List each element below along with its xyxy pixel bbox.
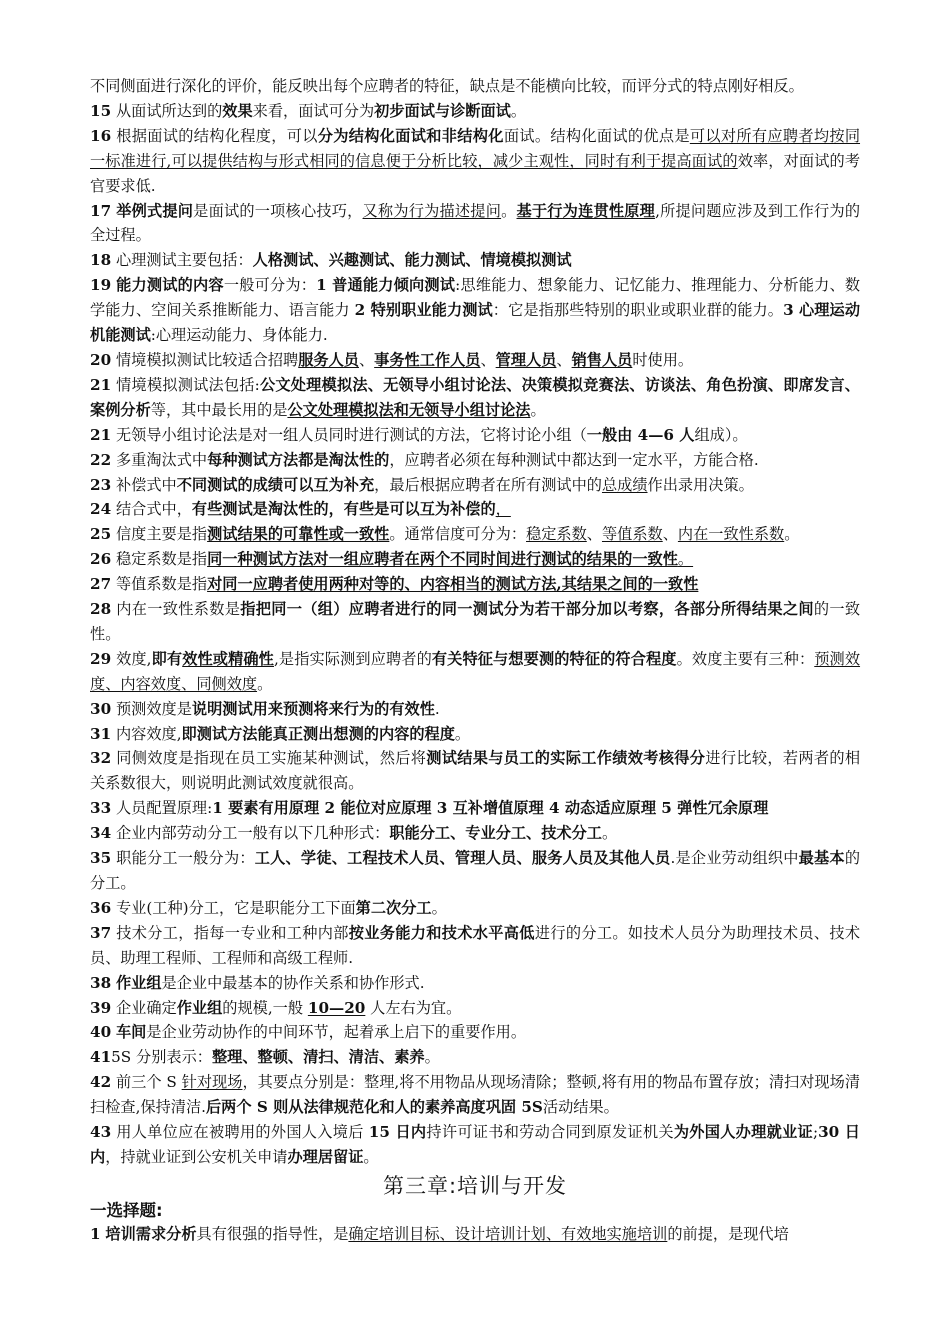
- paragraph: [90, 896, 860, 921]
- text-run: 39: [90, 998, 112, 1017]
- text-run: 、: [358, 350, 375, 369]
- text-run: 、: [480, 350, 496, 369]
- text-run: 人员配置原理:: [111, 799, 213, 818]
- text-run: 、: [662, 525, 678, 544]
- text-run: 作出录用决策。: [647, 475, 754, 494]
- text-run: 27: [90, 575, 112, 594]
- text-run: 。: [424, 1048, 440, 1067]
- text-run: 面试。结构化面试的优点是: [503, 126, 690, 145]
- text-run: 32: [90, 749, 112, 768]
- paragraph: [90, 348, 860, 373]
- text-run: .是企业劳动组织中: [670, 849, 799, 868]
- text-run: 基于行为连贯性原理: [516, 201, 656, 220]
- text-run: 41: [90, 1048, 112, 1067]
- text-run: 专业(工种)分工，它是职能分工下面: [111, 898, 356, 917]
- text-run: 一般可分为：: [223, 276, 317, 295]
- text-run: 初步面试与诊断面试: [374, 101, 511, 120]
- text-run: 工人、学徒、工程技术人员、管理人员、服务人员及其他人员: [254, 849, 671, 868]
- paragraph: [90, 448, 860, 473]
- text-run: 一般由 4—6 人: [586, 425, 695, 444]
- paragraph: [90, 99, 860, 124]
- text-run: 1 普通能力倾向测试: [316, 276, 456, 295]
- text-run: 根据面试的结构化程度，可以: [111, 126, 318, 145]
- text-run: 每种测试方法都是淘汰性的: [207, 450, 390, 469]
- text-run: 1 要素有用原理 2 能位对应原理 3 互补增值原理 4 动态适应原理 5 弹性冗余原理: [212, 799, 769, 818]
- text-run: 的前提，是现代培: [667, 1224, 789, 1243]
- text-run: 、: [586, 525, 602, 544]
- text-run: 第二次分工: [355, 898, 432, 917]
- text-run: 38: [90, 973, 112, 992]
- text-run: 。: [784, 525, 800, 544]
- text-run: 进行比较，若两者的相关系数很大，则说明此测试效度就很高。: [90, 749, 861, 793]
- text-run: 33: [90, 799, 112, 818]
- paragraph: [90, 697, 860, 722]
- text-run: 。: [601, 824, 618, 843]
- paragraph: [90, 746, 860, 796]
- paragraph: [90, 522, 860, 547]
- paragraph-list: [90, 74, 860, 1170]
- text-run: 是企业中最基本的协作关系和协作形式.: [161, 973, 425, 992]
- paragraph: [90, 248, 860, 273]
- paragraph: [90, 572, 860, 597]
- text-run: 作业组: [176, 998, 223, 1017]
- text-run: 用人单位应在被聘用的外国人入境后: [111, 1123, 369, 1142]
- text-run: 组成）。: [694, 425, 748, 444]
- paragraph: [90, 1070, 860, 1120]
- text-run: ;: [812, 1123, 819, 1142]
- text-run: 结合式中，: [111, 500, 192, 519]
- text-run: 车间: [115, 1023, 147, 1042]
- text-run: 企业确定: [111, 998, 177, 1017]
- text-run: 持许可证书和劳动合同到原发证机关: [426, 1123, 674, 1142]
- text-run: 进行的分工。如技术人员分为助理技术员、技术员、助理工程师、工程师和高级工程师.: [90, 923, 861, 967]
- paragraph: [90, 846, 860, 896]
- text-run: ，其要点分别是：整理,将不用物品从现场清除；整顿,将有用的物品布置存放；清扫对现场清扫检查,保持清洁.: [90, 1073, 861, 1117]
- text-run: ，: [495, 500, 511, 519]
- paragraph: [90, 497, 860, 522]
- text-run: 确定培训目标、设计培训计划、有效地实施培训: [348, 1224, 668, 1243]
- text-run: 稳定系数是指: [111, 550, 208, 569]
- text-run: 测试结果与员工的实际工作绩效考核得分: [426, 749, 706, 768]
- text-run: 2 特别职业能力测试: [354, 301, 493, 320]
- text-run: 效果: [222, 101, 253, 120]
- text-run: 企业内部劳动分工一般有以下几种形式：: [111, 824, 390, 843]
- text-run: 29: [90, 649, 112, 668]
- text-run: 。: [363, 1147, 379, 1166]
- text-run: 21: [90, 375, 112, 394]
- text-run: 同一种测试方法对一组应聘者在两个不同时间进行测试的结果的一致性: [207, 550, 678, 569]
- text-run: 补偿式中: [111, 475, 177, 494]
- text-run: 后两个 S 则从法律规范化和人的素养高度巩固 5S: [205, 1098, 543, 1117]
- text-run: 信度主要是指: [111, 525, 208, 544]
- text-run: 22: [90, 450, 112, 469]
- chapter-title: 第三章:培训与开发: [382, 1173, 568, 1198]
- text-run: 21: [90, 425, 112, 444]
- text-run: 15: [90, 101, 112, 120]
- paragraph: [90, 996, 860, 1021]
- text-run: 总成绩: [601, 475, 648, 494]
- text-run: 按业务能力和技术水平高低: [348, 923, 535, 942]
- text-run: 10—20: [307, 998, 366, 1017]
- text-run: 34: [90, 824, 112, 843]
- paragraph: [90, 74, 860, 99]
- text-run: 的分工。: [90, 849, 861, 892]
- text-run: 。: [677, 550, 694, 569]
- text-run: 活动结果。: [542, 1098, 619, 1117]
- text-run: 销售人员: [571, 350, 633, 369]
- text-run: 40: [90, 1023, 112, 1042]
- text-run: 28: [90, 600, 112, 619]
- paragraph: [90, 1222, 860, 1247]
- paragraph: [90, 373, 860, 423]
- text-run: 时使用。: [632, 350, 694, 369]
- paragraph: [90, 124, 860, 199]
- text-run: 多重淘汰式中: [111, 450, 208, 469]
- text-run: 事务性工作人员: [374, 350, 481, 369]
- paragraph: [90, 821, 860, 846]
- text-run: 又称为行为描述提问: [362, 201, 502, 220]
- text-run: 培训需求分析: [105, 1224, 197, 1243]
- text-run: 16: [90, 126, 112, 145]
- paragraph: [90, 1120, 860, 1170]
- text-run: 。: [431, 898, 447, 917]
- text-run: 有些测试是淘汰性的，有些是可以互为补偿的: [191, 500, 496, 519]
- text-run: 即有: [151, 649, 183, 668]
- document-page: [90, 74, 860, 1247]
- text-run: 不同侧面进行深化的评价，能反映出每个应聘者的特征，缺点是不能横向比较，而评分式的特点刚好相反。: [90, 77, 804, 95]
- text-run: 具有很强的指导性，是: [196, 1224, 349, 1243]
- text-run: 。: [510, 101, 527, 120]
- text-run: 职能分工、专业分工、技术分工: [389, 824, 602, 843]
- text-run: ,是指实际测到应聘者的: [273, 649, 432, 668]
- text-run: 。: [257, 674, 273, 693]
- text-run: 针对现场: [181, 1073, 243, 1092]
- text-run: 能力测试的内容: [116, 276, 224, 295]
- text-run: 无领导小组讨论法是对一组人员同时进行测试的方法，它将讨论小组（: [111, 425, 587, 444]
- text-run: 稳定系数: [526, 525, 587, 544]
- text-run: 指把同一（组）应聘者进行的同一测试分为若干部分加以考察，各部分所得结果之间: [240, 600, 814, 619]
- text-run: 17: [90, 201, 112, 220]
- paragraph: [90, 971, 860, 996]
- text-run: 26: [90, 550, 112, 569]
- text-run: 整理、整顿、清扫、清洁、素养: [211, 1048, 425, 1067]
- section-title: 一选择题:: [90, 1200, 163, 1220]
- text-run: 18: [90, 251, 112, 270]
- text-run: :心理运动能力、身体能力.: [150, 326, 328, 345]
- text-run: 来看，面试可分为: [252, 101, 375, 120]
- text-run: 技术分工，指每一专业和工种内部: [111, 923, 349, 942]
- text-run: 测试结果的可靠性或一致性: [207, 525, 390, 544]
- text-run: 为外国人办理就业证: [673, 1123, 813, 1142]
- text-run: 3 心理运动机能测试: [90, 301, 861, 345]
- text-run: 人格测试、兴趣测试、能力测试、情境模拟测试: [252, 251, 572, 270]
- text-run: 预测效度是: [111, 699, 192, 718]
- text-run: 心理测试主要包括：: [111, 251, 253, 270]
- paragraph: [90, 597, 860, 647]
- paragraph: [90, 796, 860, 821]
- text-run: 办理居留证: [287, 1147, 364, 1166]
- text-run: 从面试所达到的: [111, 101, 223, 120]
- text-run: 可以对所有应聘者均按同一标准进行,可以提供结构与形式相同的信息便于分析比较，减少主观性，同时有利于提高面试的: [90, 126, 861, 170]
- paragraph: [90, 921, 860, 971]
- text-run: 预测效度、内容效度、同侧效度: [90, 649, 861, 693]
- text-run: :思维能力、想象能力、记忆能力、推理能力、分析能力、数学能力、空间关系推断能力、语言能力: [90, 276, 861, 320]
- text-run: 1: [90, 1224, 101, 1243]
- text-run: 是面试的一项核心技巧，: [193, 201, 363, 220]
- text-run: 35: [90, 849, 112, 868]
- text-run: 说明测试用来预测将来行为的有效性: [191, 699, 435, 718]
- text-run: ,所提问题应涉及到工作行为的全过程。: [90, 201, 861, 245]
- text-run: 30 日内: [90, 1123, 860, 1166]
- text-run: 37: [90, 923, 112, 942]
- text-run: 等值系数是指: [111, 575, 208, 594]
- text-run: 。效度主要有三种：: [676, 649, 815, 668]
- text-run: 内在一致性系数: [677, 525, 785, 544]
- paragraph: [90, 1045, 860, 1070]
- paragraph: [90, 1020, 860, 1045]
- text-run: 效率，对面试的考官要求低.: [90, 151, 861, 195]
- text-run: 内容效度,: [111, 724, 182, 743]
- text-run: 效度,: [111, 649, 152, 668]
- text-run: 管理人员: [495, 350, 557, 369]
- text-run: 是企业劳动协作的中间环节，起着承上启下的重要作用。: [146, 1023, 527, 1042]
- text-run: 职能分工一般分为：: [111, 849, 255, 868]
- text-run: 公文处理模拟法、无领导小组讨论法、决策模拟竞赛法、访谈法、角色扮演、即席发言、案例分析: [90, 375, 860, 419]
- text-run: 不同测试的成绩可以互为补充: [176, 475, 375, 494]
- text-run: 20: [90, 350, 112, 369]
- text-run: 情境模拟测试比较适合招聘: [111, 350, 299, 369]
- paragraph: [90, 473, 860, 498]
- text-run: ，应聘者必须在每种测试中都达到一定水平，方能合格.: [389, 450, 759, 469]
- text-run: ，最后根据应聘者在所有测试中的: [374, 475, 602, 494]
- text-run: 。: [501, 201, 517, 220]
- text-run: 36: [90, 898, 112, 917]
- text-run: 内在一致性系数是: [111, 600, 241, 619]
- text-run: 43: [90, 1123, 112, 1142]
- text-run: 30: [90, 699, 112, 718]
- text-run: 即测试方法能真正测出想测的内容的程度: [181, 724, 455, 743]
- text-run: 。: [454, 724, 471, 743]
- text-run: 。: [530, 400, 546, 419]
- text-run: ，持就业证到公安机关申请: [105, 1147, 288, 1166]
- text-run: 同侧效度是指现在员工实施某种测试，然后将: [111, 749, 427, 768]
- text-run: 前三个 S: [111, 1073, 182, 1092]
- text-run: 情境模拟测试法包括:: [111, 375, 260, 394]
- text-run: 有关特征与想要测的特征的符合程度: [431, 649, 677, 668]
- text-run: 15 日内: [368, 1123, 427, 1142]
- text-run: 等，其中最长用的是: [150, 400, 288, 419]
- text-run: 24: [90, 500, 112, 519]
- paragraph: [90, 199, 860, 249]
- text-run: 5S 分别表示：: [111, 1048, 212, 1067]
- paragraph: [90, 273, 860, 348]
- paragraph: [90, 547, 860, 572]
- text-run: 42: [90, 1073, 112, 1092]
- text-run: 作业组: [115, 973, 162, 992]
- text-run: ：它是指那些特别的职业或职业群的能力。: [492, 301, 784, 320]
- text-run: 举例式提问: [116, 201, 194, 220]
- paragraph: [90, 647, 860, 697]
- text-run: 对同一应聘者使用两种对等的、内容相当的测试方法,其结果之间的一致性: [207, 575, 699, 594]
- text-run: 、: [556, 350, 572, 369]
- text-run: .: [434, 699, 440, 718]
- text-run: 效性或精确性: [182, 649, 274, 668]
- text-run: 的一致性。: [90, 600, 861, 643]
- text-run: 服务人员: [298, 350, 359, 369]
- text-run: 25: [90, 525, 112, 544]
- text-run: 19: [90, 276, 112, 295]
- text-run: 人左右为宜。: [365, 998, 462, 1017]
- text-run: 。通常信度可分为：: [389, 525, 527, 544]
- text-run: 公文处理模拟法和无领导小组讨论法: [287, 400, 531, 419]
- text-run: 最基本: [798, 849, 845, 868]
- text-run: 分为结构化面试和非结构化: [317, 126, 504, 145]
- paragraph: [90, 722, 860, 747]
- text-run: 31: [90, 724, 112, 743]
- paragraph: [90, 423, 860, 448]
- text-run: 等值系数: [601, 525, 663, 544]
- text-run: 23: [90, 475, 112, 494]
- text-run: 的规模,一般: [222, 998, 308, 1017]
